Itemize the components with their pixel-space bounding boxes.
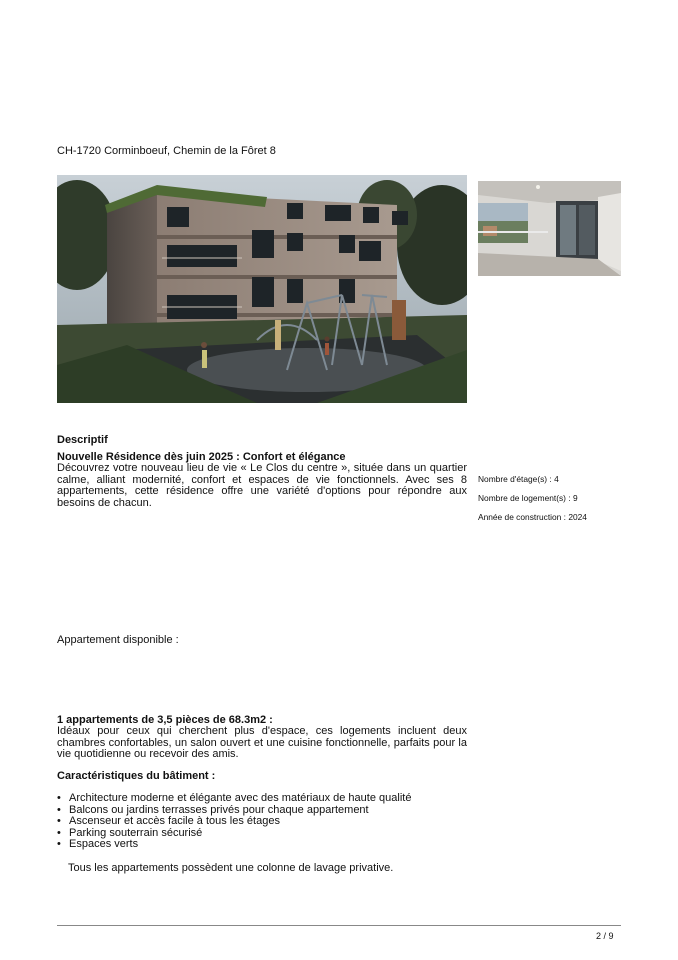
fact-floors: Nombre d'étage(s) : 4 bbox=[478, 474, 559, 484]
building-facts bbox=[478, 474, 587, 531]
descriptif-paragraph: Découvrez votre nouveau lieu de vie « Le Clos du centre », située dans un quartier calme, alliant modernité, confort et espaces de vie fonctionnels. Avec ses 8 appartements, cette résidence offre une variété d'options pour répondre aux besoins de chacun. bbox=[57, 462, 467, 509]
list-item: • Parking souterrain sécurisé bbox=[57, 826, 203, 839]
apartment-paragraph: Idéaux pour ceux qui cherchent plus d'espace, ces logements incluent deux chambres confortables, un salon ouvert et une cuisine fonctionnelle, parfaits pour la vie quotidienne ou recevoir des amis. bbox=[57, 725, 467, 760]
bullet-icon: • bbox=[57, 803, 61, 816]
characteristics-list bbox=[57, 793, 411, 851]
list-item: • Espaces verts bbox=[57, 838, 139, 850]
footer-divider bbox=[57, 925, 621, 926]
fact-year: Année de construction : 2024 bbox=[478, 512, 587, 522]
bullet-icon: • bbox=[57, 826, 61, 839]
section-heading-descriptif: Descriptif bbox=[57, 434, 108, 446]
bullet-icon: • bbox=[57, 838, 61, 850]
interior-photo-image bbox=[478, 181, 621, 276]
property-address: CH-1720 Corminboeuf, Chemin de la Fôret 8 bbox=[57, 145, 276, 157]
list-item: • Balcons ou jardins terrasses privés pour chaque appartement bbox=[57, 803, 369, 816]
laundry-note: Tous les appartements possèdent une colonne de lavage privative. bbox=[68, 862, 394, 874]
characteristics-heading: Caractéristiques du bâtiment : bbox=[57, 770, 216, 782]
bullet-icon: • bbox=[57, 792, 61, 804]
bullet-icon: • bbox=[57, 815, 61, 827]
descriptif-subtitle: Nouvelle Résidence dès juin 2025 : Confort et élégance bbox=[57, 451, 346, 463]
page-number: 2 / 9 bbox=[596, 931, 614, 941]
list-item: • Architecture moderne et élégante avec des matériaux de haute qualité bbox=[57, 792, 412, 804]
list-item: • Ascenseur et accès facile à tous les étages bbox=[57, 815, 280, 827]
building-rendering-image bbox=[57, 175, 467, 403]
apartment-title: 1 appartements de 3,5 pièces de 68.3m2 : bbox=[57, 714, 273, 726]
fact-units: Nombre de logement(s) : 9 bbox=[478, 493, 578, 503]
available-label: Appartement disponible : bbox=[57, 634, 179, 646]
